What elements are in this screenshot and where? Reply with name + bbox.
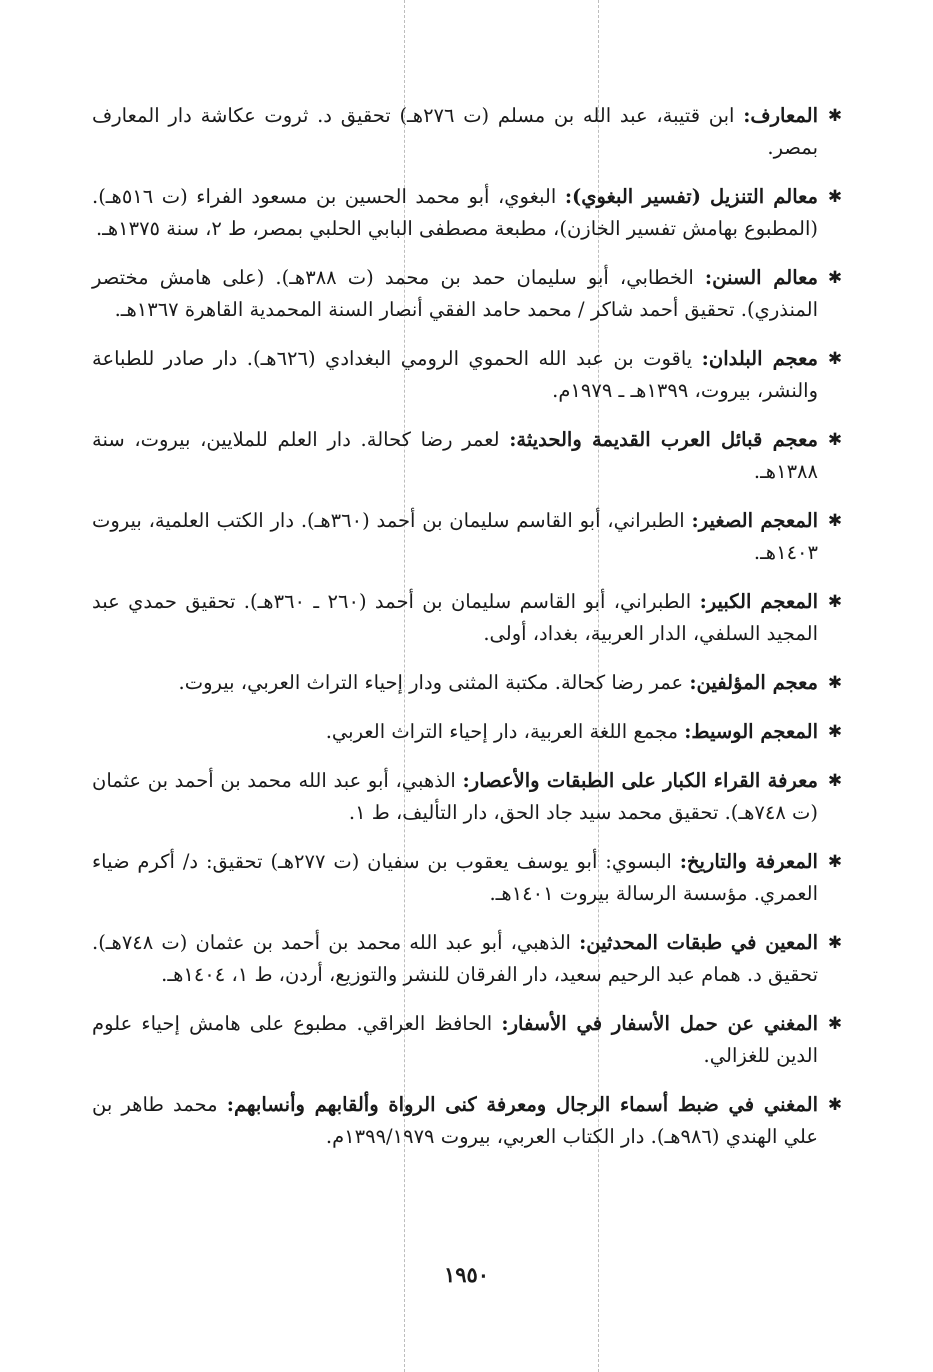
entry-title: معالم السنن: — [704, 266, 819, 289]
bullet-icon: ✱ — [827, 1014, 843, 1034]
entry-text: لعمر رضا كحالة. دار العلم للملايين، بيروت، سنة ١٣٨٨هـ. — [92, 428, 818, 483]
bullet-icon: ✱ — [827, 511, 843, 531]
bullet-icon: ✱ — [827, 106, 843, 126]
bullet-icon: ✱ — [827, 187, 843, 207]
bullet-icon: ✱ — [827, 349, 843, 369]
bibliography-entry — [92, 505, 844, 569]
entry-title: المعين في طبقات المحدثين: — [579, 931, 818, 954]
bibliography-entry — [92, 343, 844, 407]
entry-text: الحافظ العراقي. مطبوع على هامش إحياء علوم الدين للغزالي. — [92, 1012, 818, 1067]
entry-text: الطبراني، أبو القاسم سليمان بن أحمد (٣٦٠هـ). دار الكتب العلمية، بيروت ١٤٠٣هـ. — [92, 509, 818, 564]
bibliography-entry — [92, 765, 844, 829]
bibliography-entry — [92, 424, 844, 488]
bibliography-entry — [92, 100, 844, 164]
entry-text: عمر رضا كحالة. مكتبة المثنى ودار إحياء التراث العربي، بيروت. — [178, 671, 684, 694]
entry-title: المغني عن حمل الأسفار في الأسفار: — [501, 1012, 819, 1035]
entry-text: ابن قتيبة، عبد الله بن مسلم (ت ٢٧٦هـ) تحقيق د. ثروت عكاشة دار المعارف بمصر. — [92, 104, 818, 159]
bibliography-entry — [92, 586, 844, 650]
bullet-icon: ✱ — [827, 771, 843, 791]
entry-text: مجمع اللغة العربية، دار إحياء التراث العربي. — [325, 720, 679, 743]
entry-text: الطبراني، أبو القاسم سليمان بن أحمد (٢٦٠ ـ ٣٦٠هـ). تحقيق حمدي عبد المجيد السلفي، الدار العربية، بغداد، أولى. — [92, 590, 818, 645]
bibliography-entry — [92, 846, 844, 910]
entry-text: محمد طاهر بن علي الهندي (٩٨٦هـ). دار الكتاب العربي، بيروت ١٣٩٩/١٩٧٩م. — [92, 1093, 818, 1148]
bullet-icon: ✱ — [827, 1095, 843, 1115]
bibliography-entry — [92, 1089, 844, 1153]
bullet-icon: ✱ — [827, 852, 843, 872]
entry-title: المعارف: — [743, 104, 818, 127]
bullet-icon: ✱ — [827, 722, 843, 742]
entry-text: الذهبي، أبو عبد الله محمد بن أحمد بن عثمان (ت ٧٤٨هـ). تحقيق محمد سيد جاد الحق، دار التأليف، ط ١. — [92, 769, 818, 824]
entry-title: المعجم الكبير: — [699, 590, 819, 613]
entry-title: المعجم الوسيط: — [684, 720, 818, 743]
entry-title: معالم التنزيل (تفسير البغوي): — [564, 185, 818, 208]
bibliography-entry — [92, 927, 844, 991]
entry-text: الذهبي، أبو عبد الله محمد بن أحمد بن عثمان (ت ٧٤٨هـ). تحقيق د. همام عبد الرحيم سعيد، دار الفرقان للنشر والتوزيع، أردن، ط ١، ١٤٠٤هـ. — [92, 931, 818, 986]
bibliography-entry — [92, 716, 844, 748]
entry-text: ياقوت بن عبد الله الحموي الرومي البغدادي (٦٢٦هـ). دار صادر للطباعة والنشر، بيروت، ١٣٩٩هـ ـ ١٩٧٩م. — [92, 347, 818, 402]
entry-text: الخطابي، أبو سليمان حمد بن محمد (ت ٣٨٨هـ). (على هامش مختصر المنذري). تحقيق أحمد شاكر / محمد حامد الفقي أنصار السنة المحمدية القاهرة ١٣٦٧هـ. — [92, 266, 818, 321]
bullet-icon: ✱ — [827, 592, 843, 612]
entry-title: معرفة القراء الكبار على الطبقات والأعصار: — [462, 769, 819, 792]
bullet-icon: ✱ — [827, 430, 843, 450]
entry-title: معجم البلدان: — [701, 347, 818, 370]
entry-title: المعرفة والتاريخ: — [679, 850, 818, 873]
bullet-icon: ✱ — [827, 268, 843, 288]
entry-title: معجم المؤلفين: — [689, 671, 818, 694]
bullet-icon: ✱ — [827, 673, 843, 693]
entry-title: المعجم الصغير: — [691, 509, 819, 532]
bibliography-entry — [92, 262, 844, 326]
entry-title: معجم قبائل العرب القديمة والحديثة: — [509, 428, 818, 451]
entry-title: المغني في ضبط أسماء الرجال ومعرفة كنى الرواة وألقابهم وأنسابهم: — [226, 1093, 818, 1116]
bibliography-entry — [92, 181, 844, 245]
entry-text: البسوي: أبو يوسف يعقوب بن سفيان (ت ٢٧٧هـ) تحقيق: د/ أكرم ضياء العمري. مؤسسة الرسالة بيروت ١٤٠١هـ. — [92, 850, 818, 905]
page-number: ١٩٥٠ — [443, 1262, 490, 1287]
bibliography-list — [92, 100, 844, 1170]
bibliography-entry — [92, 667, 844, 699]
entry-text: البغوي، أبو محمد الحسين بن مسعود الفراء (ت ٥١٦هـ). (المطبوع بهامش تفسير الخازن)، مطبعة مصطفى البابي الحلبي بمصر، ط ٢، سنة ١٣٧٥هـ. — [92, 185, 818, 240]
bibliography-entry — [92, 1008, 844, 1072]
bullet-icon: ✱ — [827, 933, 843, 953]
